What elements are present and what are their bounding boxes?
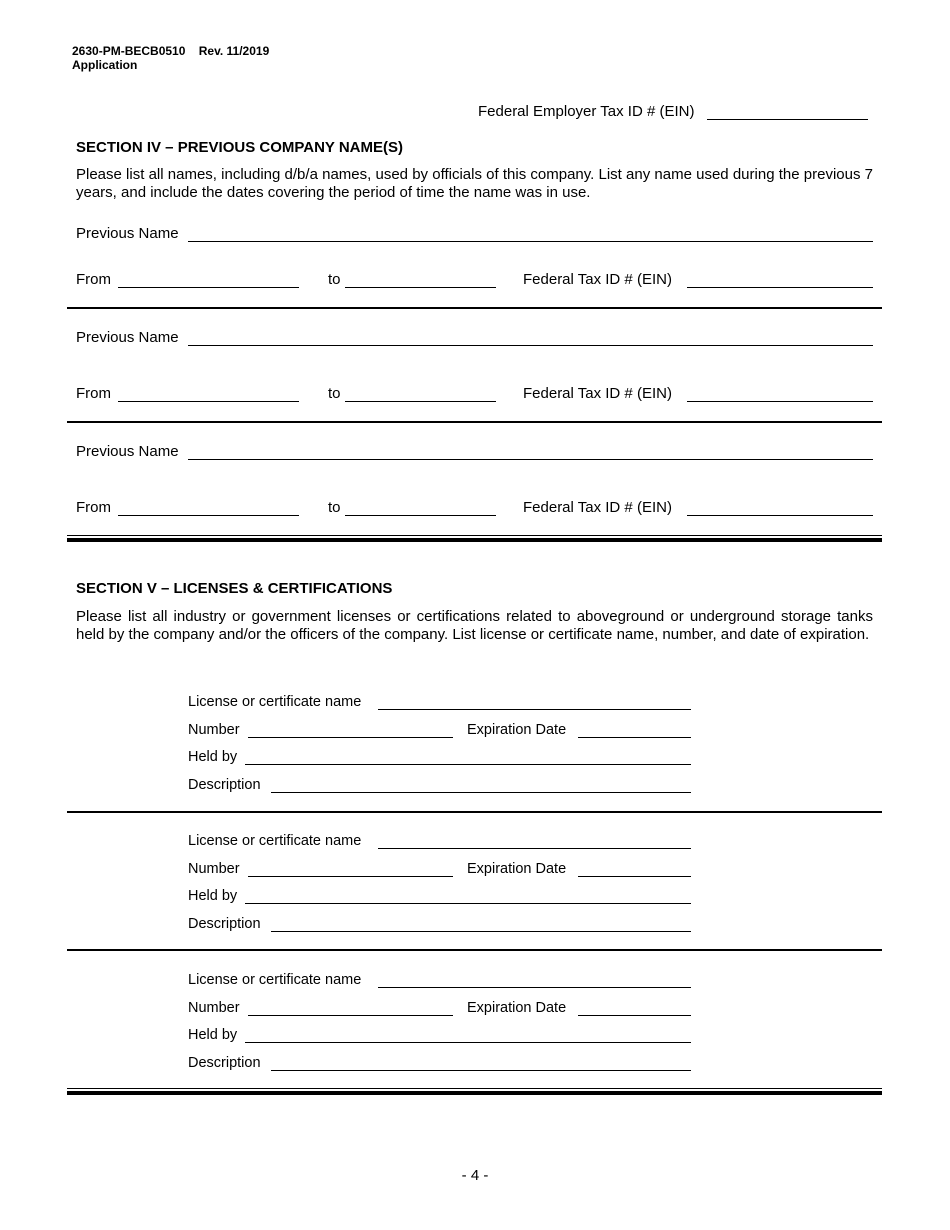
- held-by-field[interactable]: [245, 903, 691, 904]
- to-label: to: [328, 385, 341, 402]
- from-label: From: [76, 499, 111, 516]
- number-label: Number: [188, 1000, 240, 1016]
- page-number: - 4 -: [461, 1167, 489, 1184]
- ein-label: Federal Tax ID # (EIN): [523, 385, 672, 402]
- held-by-field[interactable]: [245, 1042, 691, 1043]
- form-header: [72, 44, 269, 72]
- section5-title: SECTION V – LICENSES & CERTIFICATIONS: [76, 580, 393, 597]
- section-divider: [67, 949, 882, 951]
- number-label: Number: [188, 722, 240, 738]
- ein-label: Federal Tax ID # (EIN): [523, 499, 672, 516]
- ein-field[interactable]: [687, 515, 873, 516]
- previous-name-field[interactable]: [188, 241, 873, 242]
- description-label: Description: [188, 1055, 261, 1071]
- form-revision: Rev. 11/2019: [198, 44, 270, 58]
- expiration-label: Expiration Date: [467, 1000, 567, 1016]
- held-by-label: Held by: [188, 888, 238, 904]
- section-divider: [67, 421, 882, 423]
- to-date-field[interactable]: [345, 515, 496, 516]
- from-date-field[interactable]: [118, 287, 299, 288]
- license-number-field[interactable]: [248, 876, 453, 877]
- section-divider: [67, 811, 882, 813]
- ein-label: Federal Tax ID # (EIN): [523, 271, 672, 288]
- expiration-date-field[interactable]: [578, 1015, 691, 1016]
- held-by-label: Held by: [188, 749, 238, 765]
- from-date-field[interactable]: [118, 401, 299, 402]
- description-field[interactable]: [271, 1070, 691, 1071]
- license-name-label: License or certificate name: [188, 694, 362, 710]
- previous-name-label: Previous Name: [76, 443, 179, 460]
- expiration-label: Expiration Date: [467, 722, 567, 738]
- to-label: to: [328, 499, 341, 516]
- license-name-field[interactable]: [378, 848, 691, 849]
- section-divider: [67, 307, 882, 309]
- section4-instructions: Please list all names, including d/b/a names, used by officials of this company. List any name used during the previous 7 years, and include the dates covering the period of time the name was in use.: [76, 166, 873, 201]
- number-label: Number: [188, 861, 240, 877]
- form-doc-type: Application: [72, 58, 138, 72]
- from-date-field[interactable]: [118, 515, 299, 516]
- license-name-field[interactable]: [378, 709, 691, 710]
- previous-name-field[interactable]: [188, 459, 873, 460]
- license-name-label: License or certificate name: [188, 972, 362, 988]
- from-label: From: [76, 385, 111, 402]
- held-by-label: Held by: [188, 1027, 238, 1043]
- previous-name-label: Previous Name: [76, 329, 179, 346]
- section-end-divider: [67, 1088, 882, 1094]
- section5-instructions: Please list all industry or government licenses or certifications related to aboveground or underground storage tanks held by the company and/or the officers of the company. List license or certificate name, number, and date of expiration.: [76, 608, 873, 643]
- to-label: to: [328, 271, 341, 288]
- expiration-date-field[interactable]: [578, 737, 691, 738]
- license-name-label: License or certificate name: [188, 833, 362, 849]
- to-date-field[interactable]: [345, 287, 496, 288]
- license-name-field[interactable]: [378, 987, 691, 988]
- license-number-field[interactable]: [248, 1015, 453, 1016]
- held-by-field[interactable]: [245, 764, 691, 765]
- from-label: From: [76, 271, 111, 288]
- ein-top-field[interactable]: [707, 119, 868, 120]
- description-label: Description: [188, 916, 261, 932]
- previous-name-field[interactable]: [188, 345, 873, 346]
- license-number-field[interactable]: [248, 737, 453, 738]
- form-code-line: [72, 44, 269, 58]
- ein-field[interactable]: [687, 401, 873, 402]
- expiration-label: Expiration Date: [467, 861, 567, 877]
- ein-field[interactable]: [687, 287, 873, 288]
- expiration-date-field[interactable]: [578, 876, 691, 877]
- ein-top-label: Federal Employer Tax ID # (EIN): [478, 103, 695, 120]
- description-label: Description: [188, 777, 261, 793]
- to-date-field[interactable]: [345, 401, 496, 402]
- section-end-divider: [67, 535, 882, 541]
- description-field[interactable]: [271, 931, 691, 932]
- section4-title: SECTION IV – PREVIOUS COMPANY NAME(S): [76, 139, 403, 156]
- previous-name-label: Previous Name: [76, 225, 179, 242]
- form-code: 2630-PM-BECB0510: [72, 44, 186, 58]
- description-field[interactable]: [271, 792, 691, 793]
